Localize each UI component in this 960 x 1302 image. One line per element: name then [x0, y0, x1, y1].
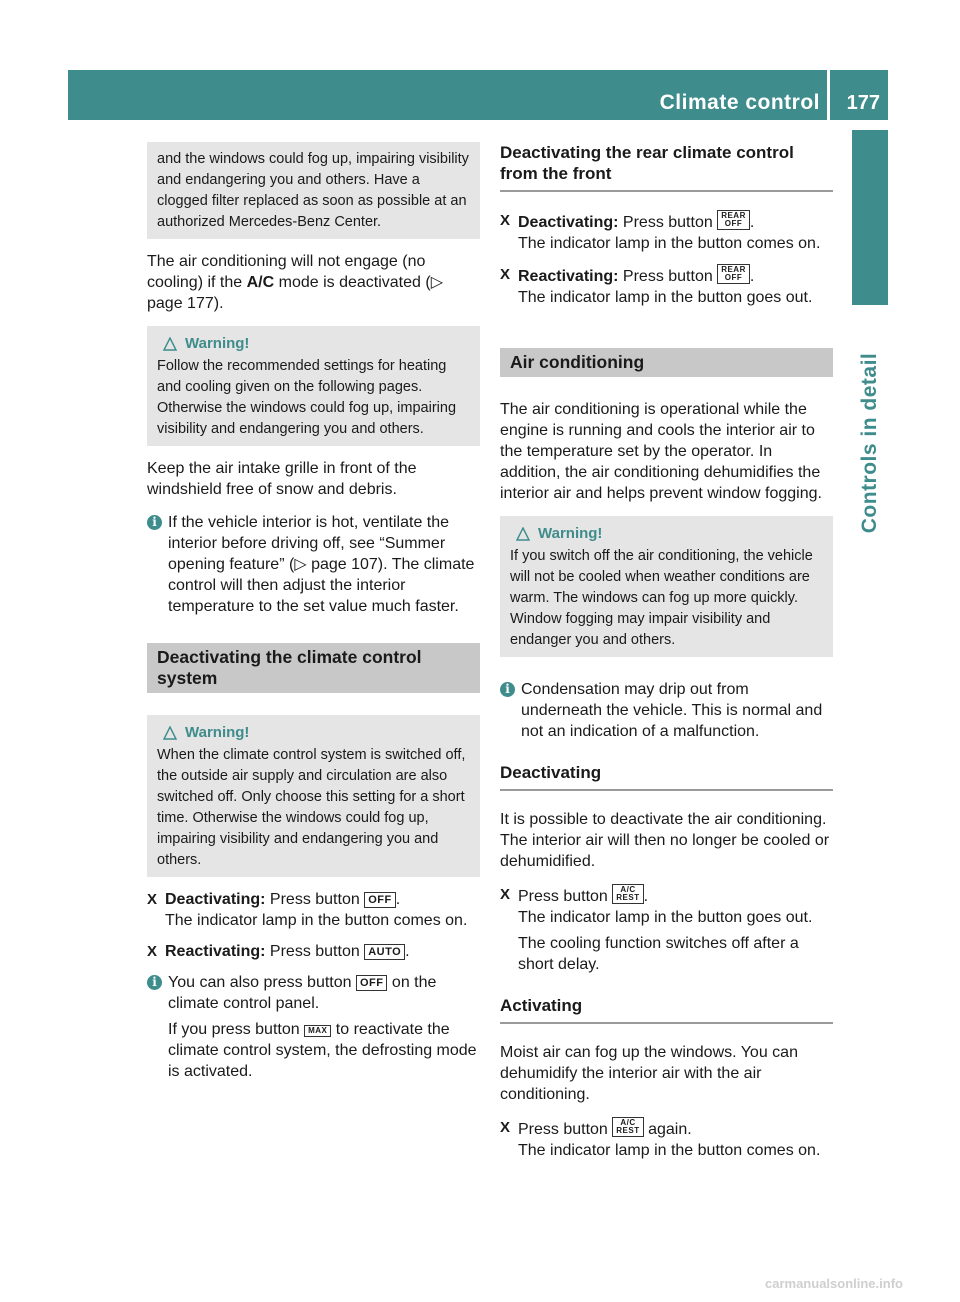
step-item: X Press button A/C REST again. The indicator lamp in the button comes on. — [500, 1118, 821, 1159]
subsection-heading: Deactivating the rear climate control from the front — [500, 142, 833, 192]
warning-box — [147, 715, 480, 877]
page-ref-arrow-icon: ▷ — [430, 274, 444, 291]
step-item: X Reactivating: Press button REAR OFF . The indicator lamp in the button goes out. — [500, 265, 813, 306]
paragraph-activate: Moist air can fog up the windows. You can dehumidify the interior air with the air conditioning. — [500, 1044, 798, 1103]
left-column — [147, 142, 480, 1094]
info-circle-icon: i — [147, 515, 162, 530]
warning-text: If you switch off the air conditioning, the vehicle will not be cooled when weather conditions are warm. The windows can fog up more quickly. Window fogging may impair visibility and endanger you and others. — [510, 548, 813, 648]
warning-title: Warning! — [538, 525, 603, 542]
watermark: carmanualsonline.info — [765, 1276, 903, 1291]
step-item: X Reactivating: Press button AUTO . — [147, 943, 410, 960]
paragraph-ac-description: The air conditioning is operational while the engine is running and cools the interior air to the temperature set by the operator. In addition, the air conditioning dehumidifies the interior air and helps prevent window fogging. — [500, 401, 822, 502]
subsection-heading: Deactivating — [500, 762, 833, 791]
step-x-icon: X — [500, 886, 511, 903]
header-separator — [827, 70, 830, 120]
rear-off-key-icon: REAR OFF — [717, 210, 750, 230]
info-note: i You can also press button OFF on the climate control panel. If you press button MAX to reactivate the climate control system, the defrosting mode is activated. — [147, 972, 480, 1082]
warning-triangle-icon — [516, 527, 530, 541]
max-defrost-key-icon: MAX — [304, 1025, 331, 1037]
step-x-icon: X — [147, 943, 158, 960]
side-section-label: Controls in detail — [858, 352, 881, 534]
page-ref-link[interactable]: page 177). — [147, 295, 224, 312]
warning-box — [500, 516, 833, 657]
warning-text: When the climate control system is switched off, the outside air supply and circulation are also switched off. Only choose this setting for a short time. Otherwise the windows could fog up, impairing visibility and endangering you and others. — [157, 747, 466, 868]
step-x-icon: X — [500, 1119, 511, 1136]
section-heading: Air conditioning — [500, 348, 833, 377]
step-x-icon: X — [147, 891, 158, 908]
step-x-icon: X — [500, 266, 511, 283]
info-circle-icon: i — [147, 975, 162, 990]
rear-off-key-icon: REAR OFF — [717, 264, 750, 284]
info-circle-icon: i — [500, 682, 515, 697]
warning-triangle-icon — [163, 337, 177, 351]
ac-key-icon: A/C REST — [612, 1117, 643, 1137]
step-item: X Press button A/C REST . The indicator lamp in the button goes out. The cooling function switches off after a short delay. — [500, 885, 813, 973]
warning-text: Follow the recommended settings for heating and cooling given on the following pages. Otherwise the windows could fog up, impairing visibility and endangering you and others. — [157, 358, 457, 437]
step-item: X Deactivating: Press button REAR OFF . The indicator lamp in the button comes on. — [500, 211, 821, 252]
section-heading: Deactivating the climate control system — [147, 643, 480, 693]
warning-continuation-box: and the windows could fog up, impairing visibility and endangering you and others. Have a clogged filter replaced as soon as possible at an authorized Mercedes-Benz Center. — [147, 142, 480, 239]
side-tab — [852, 130, 888, 305]
warning-box — [147, 326, 480, 446]
page-number: 177 — [846, 92, 880, 114]
page-ref-link[interactable]: page 107). The climate control will then adjust the interior temperature to the set value much faster. — [168, 556, 475, 615]
right-column — [500, 142, 833, 1171]
step-x-icon: X — [500, 212, 511, 229]
paragraph-deactivate: It is possible to deactivate the air conditioning. The interior air will then no longer be cooled or dehumidified. — [500, 811, 830, 870]
ac-key-icon: A/C REST — [612, 884, 643, 904]
warning-title: Warning! — [185, 335, 250, 352]
paragraph-ac-mode: The air conditioning will not engage (no cooling) if the A/C mode is deactivated (▷ page 177). — [147, 253, 444, 312]
warning-title: Warning! — [185, 724, 250, 741]
info-note: i Condensation may drip out from underneath the vehicle. This is normal and not an indication of a malfunction. — [500, 679, 833, 742]
chapter-title: Climate control — [659, 91, 820, 114]
warning-triangle-icon — [163, 726, 177, 740]
page-header — [68, 70, 888, 120]
off-key-icon: OFF — [364, 892, 396, 908]
paragraph-air-intake: Keep the air intake grille in front of the windshield free of snow and debris. — [147, 460, 417, 498]
off-key-icon: OFF — [356, 975, 388, 991]
subsection-heading: Activating — [500, 995, 833, 1024]
page-ref-arrow-icon: ▷ — [294, 556, 307, 573]
auto-key-icon: AUTO — [364, 944, 405, 960]
step-item: X Deactivating: Press button OFF . The indicator lamp in the button comes on. — [147, 891, 468, 929]
info-note: i If the vehicle interior is hot, ventilate the interior before driving off, see “Summer opening feature” (▷ page 107). The climate control will then adjust the interior temperature to the set value much faster. — [147, 512, 480, 617]
